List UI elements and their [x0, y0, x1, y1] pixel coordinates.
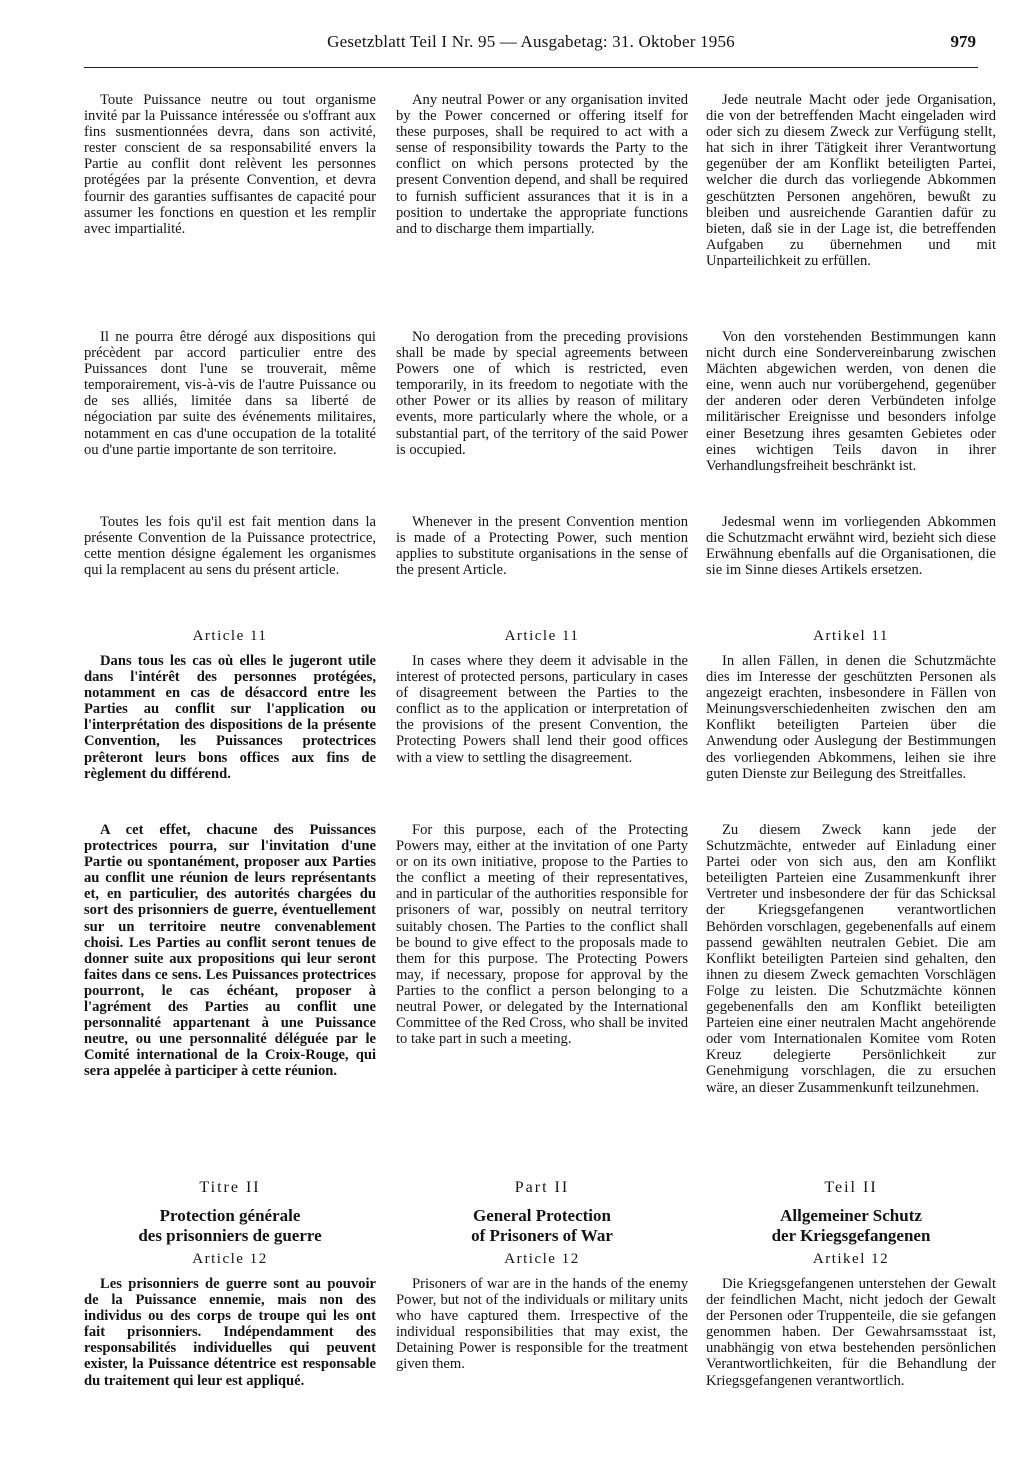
part-title: Allgemeiner Schutz — [780, 1206, 922, 1225]
part-title: der Kriegsgefangenen — [771, 1226, 931, 1245]
article-heading: Artikel 12 — [812, 1251, 890, 1267]
paragraph: No derogation from the preceding provisions shall be made by special agreements between Powers one of which is restricted, even temporarily, in its freedom to negotiate with the other Power or its allies by reason of military events, more particularly where the whole, or a substantial part, of the territory of the said Power is occupied. — [396, 329, 688, 458]
part-title: General Protection — [472, 1206, 611, 1225]
header-rule — [84, 67, 978, 68]
part-title: Protection générale — [159, 1206, 301, 1225]
paragraph: Jede neutrale Macht oder jede Organisation, die von der betreffenden Macht eingeladen wird oder sich zu diesem Zweck zur Verfügung stellt, hat sich in ihrer Tätigkeit ihrer Verantwortung gegenüber der am Konflikt beteiligten Partei, welcher die durch das vorliegende Abkommen geschützten Personen angehören, bewußt zu bleiben und ausreichende Garantien dafür zu bieten, daß sie in der Lage ist, die betreffenden Aufgaben zu übernehmen und mit Unparteilichkeit zu erfüllen. — [706, 92, 996, 269]
paragraph: In cases where they deem it advisable in the interest of protected persons, particulary in cases of disagreement between the Parties to the conflict as to the application or interpretation of the provisions of the present Convention, the Protecting Powers shall lend their good offices with a view to settling the disagreement. — [396, 653, 688, 766]
paragraph: A cet effet, chacune des Puissances protectrices pourra, sur l'invitation d'une Partie ou spontanément, proposer aux Parties au conflit une réunion de leurs représentants et, en particulier, des autorités chargées du sort des prisonniers de guerre, éventuellement sur un territoire neutre convenablement choisi. Les Parties au conflit seront tenues de donner suite aux propositions qui leur seront faites dans ce sens. Les Puissances protectrices pourront, le cas échéant, proposer à l'agrément des Parties au conflit une personnalité appartenant à une Puissance neutre, ou une personnalité déléguée par le Comité international de la Croix-Rouge, qui sera appelée à participer à cette réunion. — [84, 822, 376, 1080]
article-heading: Article 12 — [504, 1251, 580, 1267]
paragraph: Toute Puissance neutre ou tout organisme invité par la Puissance intéressée ou s'offrant aux fins susmentionnées devra, dans son activité, rester conscient de sa responsabilité envers la Partie au conflit dont relèvent les personnes protégées par la présente Convention, et devra fournir des garanties suffisantes de capacité pour assumer les fonctions en question et les remplir avec impartialité. — [84, 92, 376, 237]
paragraph: For this purpose, each of the Protecting Powers may, either at the invitation of one Party or on its own initiative, propose to the Parties to the conflict a meeting of their representatives, and in particular of the authorities responsible for prisoners of war, possibly on neutral territory suitably chosen. The Parties to the conflict shall be bound to give effect to the proposals made to them for this purpose. The Protecting Powers may, if necessary, propose for approval by the Parties to the conflict a person belonging to a neutral Power, or delegated by the International Committee of the Red Cross, who shall be invited to take part in such a meeting. — [396, 822, 688, 1048]
page-header — [84, 30, 978, 68]
part-heading: Part II — [514, 1179, 570, 1196]
paragraph: Von den vorstehenden Bestimmungen kann nicht durch eine Sondervereinbarung zwischen Mächten abgewichen werden, von denen die eine, wenn auch nur vorübergehend, gegenüber der anderen oder deren Verbündeten infolge militärischer Ereignisse und besonders infolge einer Besetzung ihres gesamten Gebietes oder eines wichtigen Teils davon in ihrer Verhandlungsfreiheit beschränkt ist. — [706, 329, 996, 474]
paragraph: Die Kriegsgefangenen unterstehen der Gewalt der feindlichen Macht, nicht jedoch der Gewalt der Personen oder Truppenteile, die sie gefangen genommen haben. Der Gewahrsamsstaat ist, unabhängig von etwa bestehenden persönlichen Verantwortlichkeiten, für die Behandlung der Kriegsgefangenen verantwortlich. — [706, 1276, 996, 1389]
page-number: 979 — [950, 32, 976, 51]
article-heading: Article 12 — [192, 1251, 268, 1267]
paragraph: Jedesmal wenn im vorliegenden Abkommen die Schutzmacht erwähnt wird, bezieht sich diese Erwähnung ebenfalls auf die Organisationen, die sie im Sinne dieses Artikels ersetzen. — [706, 514, 996, 579]
paragraph: Whenever in the present Convention mention is made of a Protecting Power, such mention applies to substitute organisations in the sense of the present Article. — [396, 514, 688, 579]
gazette-title: Gesetzblatt Teil I Nr. 95 — Ausgabetag: 31. Oktober 1956 — [327, 32, 735, 51]
part-heading: Teil II — [824, 1179, 878, 1196]
article-heading: Artikel 11 — [813, 628, 889, 644]
paragraph: Zu diesem Zweck kann jede der Schutzmächte, entweder auf Einladung einer Partei oder von sich aus, den am Konflikt beteiligten Parteien eine Zusammenkunft ihrer Vertreter und insbesondere der für das Schicksal der Kriegsgefangenen verantwortlichen Behörden vorschlagen, gegebenenfalls auf einem passend gewählten neutralen Gebiet. Die am Konflikt beteiligten Parteien sind gehalten, den ihnen zu diesem Zweck gemachten Vorschlägen Folge zu leisten. Die Schutzmächte können gegebenenfalls den am Konflikt beteiligten Parteien eine einer neutralen Macht angehörende oder vom Internationalen Komitee vom Roten Kreuz delegierte Persönlichkeit zur Genehmigung vorschlagen, die zu ersuchen wäre, an dieser Zusammenkunft teilzunehmen. — [706, 822, 996, 1096]
part-heading: Titre II — [199, 1179, 261, 1196]
paragraph: Dans tous les cas où elles le jugeront utile dans l'intérêt des personnes protégées, notamment en cas de désaccord entre les Parties au conflit sur l'application ou l'interprétation des dispositions de la présente Convention, les Puissances protectrices prêteront leurs bons offices aux fins de règlement du différend. — [84, 653, 376, 782]
part-title: of Prisoners of War — [471, 1226, 613, 1245]
paragraph: Les prisonniers de guerre sont au pouvoir de la Puissance ennemie, mais non des individus ou des corps de troupe qui les ont fait prisonniers. Indépendamment des responsabilités individuelles qui peuvent exister, la Puissance détentrice est responsable du traitement qui leur est appliqué. — [84, 1276, 376, 1389]
paragraph: Il ne pourra être dérogé aux dispositions qui précèdent par accord particulier entre des Puissances dont l'une se trouverait, même temporairement, vis-à-vis de l'autre Puissance ou de ses alliés, limitée dans sa liberté de négociation par suite des événements militaires, notamment en cas d'une occupation de la totalité ou d'une partie importante de son territoire. — [84, 329, 376, 458]
paragraph: Prisoners of war are in the hands of the enemy Power, but not of the individuals or military units who have captured them. Irrespective of the individual responsibilities that may exist, the Detaining Power is responsible for the treatment given them. — [396, 1276, 688, 1373]
paragraph: In allen Fällen, in denen die Schutzmächte dies im Interesse der geschützten Personen als angezeigt erachten, insbesondere in Fällen von Meinungsverschiedenheiten zwischen den am Konflikt beteiligten Parteien über die Anwendung oder Auslegung der Bestimmungen des vorliegenden Abkommens, leihen sie ihre guten Dienste zur Beilegung des Streitfalles. — [706, 653, 996, 782]
article-heading: Article 11 — [192, 628, 268, 644]
paragraph: Any neutral Power or any organisation invited by the Power concerned or offering itself for these purposes, shall be required to act with a sense of responsibility towards the Party to the conflict on which persons protected by the present Convention depend, and shall be required to furnish sufficient assurances that it is in a position to undertake the appropriate functions and to discharge them impartially. — [396, 92, 688, 237]
article-heading: Article 11 — [504, 628, 580, 644]
part-title: des prisonniers de guerre — [138, 1226, 322, 1245]
paragraph: Toutes les fois qu'il est fait mention dans la présente Convention de la Puissance protectrice, cette mention désigne également les organismes qui la remplacent au sens du présent article. — [84, 514, 376, 579]
